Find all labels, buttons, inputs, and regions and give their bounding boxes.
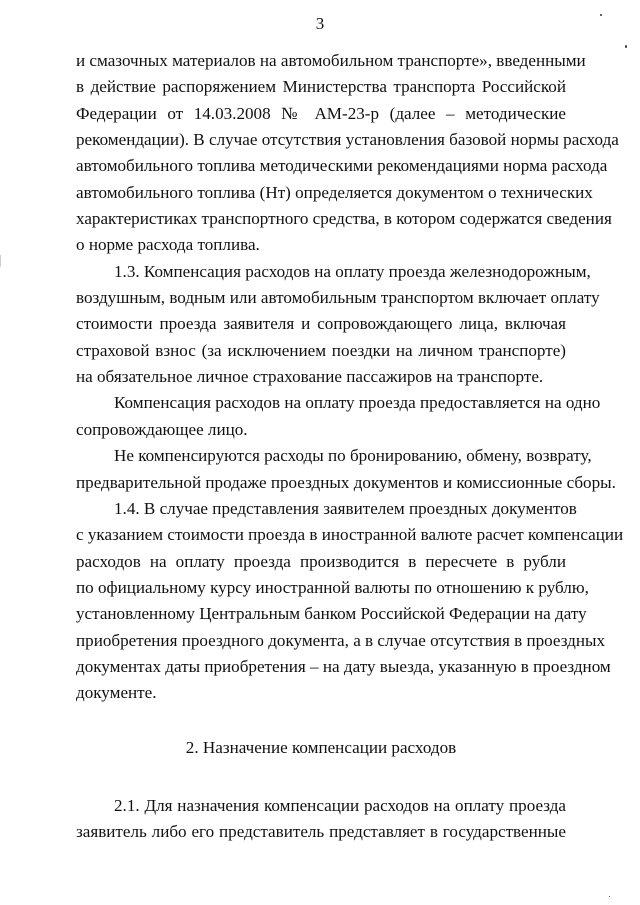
text-line: 1.3. Компенсация расходов на оплату проезда железнодорожным, — [114, 261, 591, 281]
text-line: по официальному курсу иностранной валюты по отношению к рублю, — [76, 577, 589, 597]
text-line: и смазочных материалов на автомобильном транспорте», введенными — [76, 51, 586, 70]
paragraph-continuation — [76, 48, 619, 259]
scan-edge — [0, 255, 1, 267]
text-line: страховой взнос (за исключением поездки на личном транспорте) — [76, 340, 566, 360]
text-line: в действие распоряжением Министерства транспорта Российской — [76, 77, 566, 97]
scan-speck — [609, 896, 610, 897]
scan-speck — [625, 45, 627, 48]
paragraph-not-compensated — [76, 443, 616, 496]
text-line: документах даты приобретения – на дату выезда, указанную в проездном — [76, 656, 611, 676]
text-line: рекомендации). В случае отсутствия установления базовой нормы расхода — [76, 130, 619, 150]
text-line: Не компенсируются расходы по бронированию, обмену, возврату, — [114, 446, 592, 466]
page-number: 3 — [315, 14, 325, 33]
main-text — [76, 48, 624, 707]
paragraph-accompanying-person — [76, 390, 601, 443]
text-line: 1.4. В случае представления заявителем проездных документов — [114, 498, 577, 518]
text-line: документе. — [76, 683, 157, 703]
text-line: автомобильного топлива (Нт) определяется документом о технических — [76, 182, 593, 202]
text-line: стоимости проезда заявителя и сопровождающего лица, включая — [76, 314, 566, 334]
text-line: заявитель либо его представитель представляет в государственные — [76, 822, 566, 842]
scan-speck — [600, 14, 602, 16]
text-line: с указанием стоимости проезда в иностранной валюте расчет компенсации — [76, 525, 624, 545]
text-line: Компенсация расходов на оплату проезда предоставляется на одно — [114, 393, 601, 413]
text-line: Федерации от 14.03.2008 № АМ-23-р (далее – методические — [76, 103, 566, 123]
text-line: сопровождающее лицо. — [76, 419, 248, 439]
text-line: воздушным, водным или автомобильным транспортом включает оплату — [76, 288, 600, 308]
text-line: расходов на оплату проезда производится в пересчете в рубли — [76, 551, 566, 571]
text-line: приобретения проездного документа, а в случае отсутствия в проездных — [76, 630, 606, 650]
text-line: на обязательное личное страхование пассажиров на транспорте. — [76, 367, 544, 387]
text-line: характеристиках транспортного средства, в котором содержатся сведения — [76, 209, 612, 229]
paragraph-1-3 — [76, 259, 600, 391]
text-line: предварительной продаже проездных документов и комиссионные сборы. — [76, 472, 616, 492]
text-line: автомобильного топлива методическими рекомендациями норма расхода — [76, 156, 608, 176]
text-line: установленному Центральным банком Российской Федерации на дату — [76, 604, 587, 624]
section-heading: 2. Назначение компенсации расходов — [185, 738, 457, 757]
section-2-text — [76, 793, 566, 846]
paragraph-1-4 — [76, 496, 624, 707]
text-line: 2.1. Для назначения компенсации расходов на оплату проезда — [114, 796, 566, 815]
text-line: о норме расхода топлива. — [76, 235, 260, 255]
